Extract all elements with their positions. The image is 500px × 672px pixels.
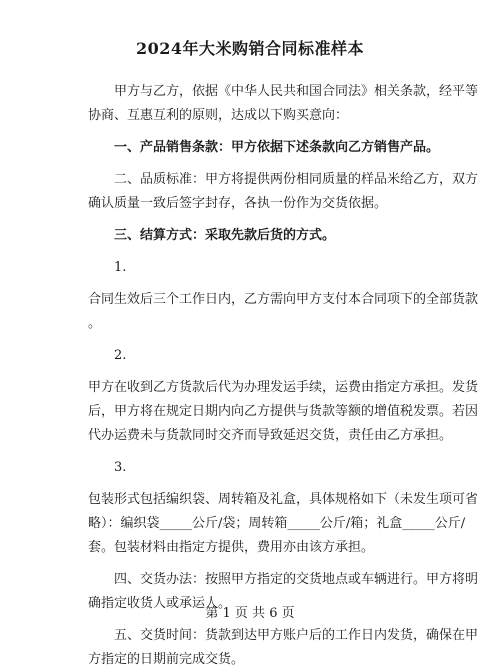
text-line: 甲方与乙方，依据《中华人民共和国合同法》相关条款，经平等: [114, 84, 479, 99]
text-line: 五、交货时间：货款到达甲方账户后的工作日内发货，确保在甲: [114, 628, 479, 643]
text-line: 套。包装材料由指定方提供，费用亦由该方承担。: [88, 540, 375, 555]
paragraph-gap: [88, 248, 424, 256]
text-line: 3.: [114, 460, 127, 475]
paragraph-gap: [88, 336, 424, 344]
page-footer: 第 1 页 共 6 页: [205, 606, 295, 621]
text-line: 甲方在收到乙方货款后代为办理发运手续，运费由指定方承担。发货: [88, 380, 479, 395]
paragraph-gap: [88, 480, 424, 488]
paragraph-gap: [88, 560, 424, 568]
paragraph-gap: [88, 128, 424, 136]
text-line: 。: [88, 316, 102, 331]
text-line: 2.: [114, 348, 127, 363]
text-line: 1.: [114, 260, 127, 275]
text-line: 后，甲方将在规定日期内向乙方提供与货款等额的增值税发票。若因: [88, 404, 479, 419]
paragraph-gap: [88, 160, 424, 168]
text-line: 代办运费未与货款同时交齐而导致延迟交货，责任由乙方承担。: [88, 428, 453, 443]
text-line: 一、产品销售条款：甲方依据下述条款向乙方销售产品。: [114, 140, 440, 155]
text-line: 协商、互惠互利的原则，达成以下购买意向：: [88, 108, 349, 123]
text-line: 四、交货办法：按照甲方指定的交货地点或车辆进行。甲方将明: [114, 572, 479, 587]
document-body: [88, 80, 479, 672]
text-line: 确指定收货人或承运人。: [88, 596, 232, 611]
paragraph-gap: [88, 280, 424, 288]
text-line: 三、结算方式：采取先款后货的方式。: [114, 228, 336, 243]
text-line: 二、品质标准：甲方将提供两份相同质量的样品米给乙方，双方: [114, 172, 479, 187]
text-line: 略）：编织袋_____公斤/袋；周转箱_____公斤/箱；礼盒_____公斤/: [88, 516, 466, 531]
paragraph-gap: [88, 368, 424, 376]
document-title: 2024年大米购销合同标准样本: [135, 39, 365, 58]
text-line: 合同生效后三个工作日内，乙方需向甲方支付本合同项下的全部货款: [88, 292, 479, 307]
paragraph-gap: [88, 448, 424, 456]
paragraph-gap: [88, 216, 424, 224]
text-line: 包装形式包括编织袋、周转箱及礼盒，具体规格如下（未发生项可省: [88, 492, 479, 507]
text-line: 方指定的日期前完成交货。: [88, 652, 245, 667]
text-line: 确认质量一致后签字封存，各执一份作为交货依据。: [88, 196, 388, 211]
